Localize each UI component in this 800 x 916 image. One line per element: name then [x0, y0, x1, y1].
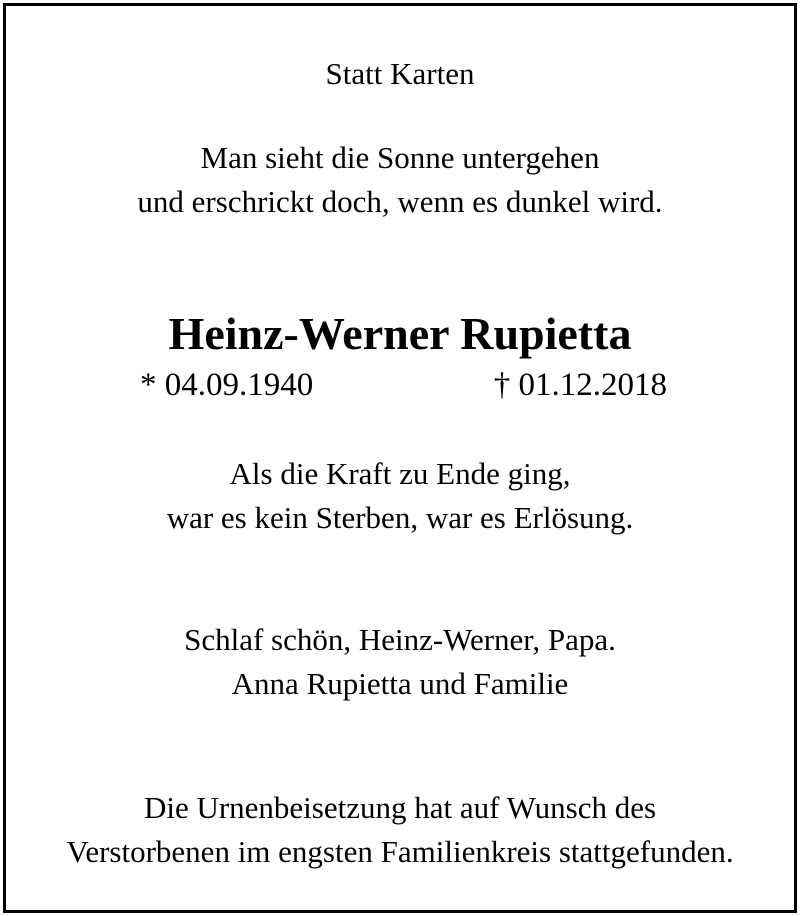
header-statt-karten: Statt Karten [325, 56, 475, 91]
farewell-line-1: Schlaf schön, Heinz-Werner, Papa. [184, 622, 616, 657]
deceased-name: Heinz-Werner Rupietta [168, 308, 632, 359]
quote-middle-line-1: Als die Kraft zu Ende ging, [229, 456, 571, 491]
quote-top-line-1: Man sieht die Sonne untergehen [200, 140, 600, 175]
birth-date: * 04.09.1940 [140, 367, 314, 403]
death-date: † 01.12.2018 [493, 367, 667, 403]
notice-line-1: Die Urnenbeisetzung hat auf Wunsch des [143, 790, 657, 825]
notice-line-2: Verstorbenen im engsten Familienkreis stattgefunden. [66, 834, 734, 869]
quote-top-line-2: und erschrickt doch, wenn es dunkel wird. [137, 184, 663, 219]
quote-middle-line-2: war es kein Sterben, war es Erlösung. [166, 500, 634, 535]
farewell-signature: Anna Rupietta und Familie [231, 666, 569, 701]
